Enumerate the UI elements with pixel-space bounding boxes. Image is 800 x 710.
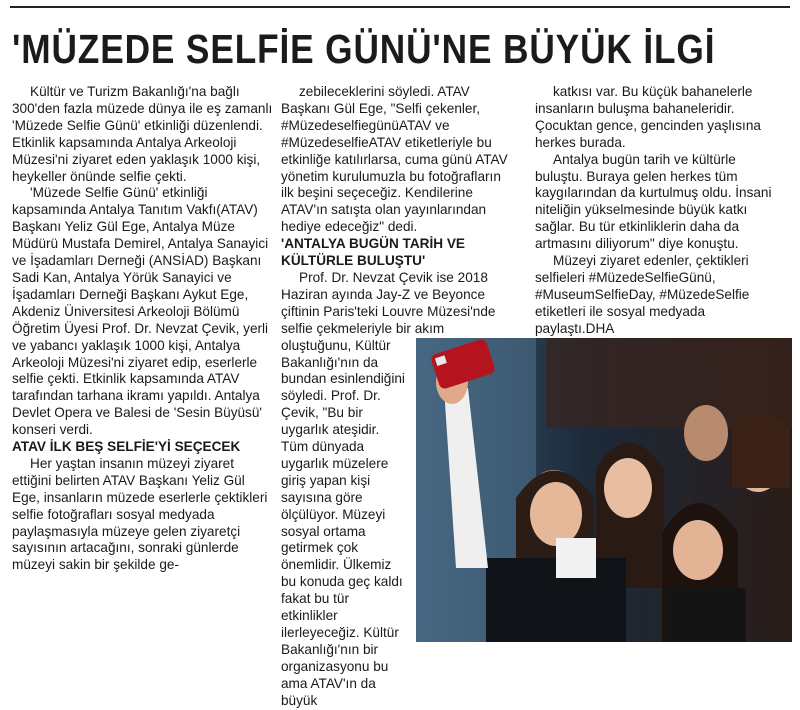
selfie-photo-illustration (416, 338, 792, 642)
col2-paragraph-1: zebileceklerini söyledi. ATAV Başkanı Gül Ege, "Selfi çekenler, #MüzedeselfiegünüATAV ve #MüzedeselfieATAV etiketleriyle bu etkinliğe katılırlarsa, cuma günü ATAV yönetim kurulumuzla bu fotoğrafların ilk beşini seçeceğiz. Kendilerine ATAV'ın satışta olan yayınlarından hediye edeceğiz" dedi. (281, 84, 508, 235)
col1-paragraph-2: 'Müzede Selfie Günü' etkinliği kapsamında Antalya Tanıtım Vakfı(ATAV) Başkanı Yeliz Gül Ege, Antalya Müze Müdürü Mustafa Demirel, Antalya Sanayici ve İşadamları Derneği (ANSİAD) Başkanı Sadi Kan, Antalya Yörük Sanayici ve İşadamları Derneği Başkanı Aykut Ege, Akdeniz Üniversitesi Arkeoloji Bölümü Öğretim Üyesi Prof. Dr. Nevzat Çevik, yerli ve yabancı yaklaşık 1000 kişi, Antalya Arkeoloji Müzesi'ni ziyaret edip, eserlerle selfie çekti. Etkinlik kapsamında ATAV tarafından tarhana ikramı yapıldı. Antalya Devlet Opera ve Balesi de 'Sesin Büyüsü' konseri verdi. (12, 185, 269, 438)
top-rule (10, 6, 790, 8)
article-headline: 'MÜZEDE SELFİE GÜNÜ'NE BÜYÜK İLGİ (12, 26, 716, 72)
column-1 (12, 84, 274, 574)
col3-paragraph-3: Müzeyi ziyaret edenler, çektikleri selfieleri #MüzedeSelfieGünü, #MuseumSelfieDay, #MüzedeSelfie etiketleri ile sosyal medyada paylaştı.DHA (535, 253, 750, 336)
selfie-photo (416, 338, 792, 642)
col1-paragraph-3: Her yaştan insanın müzeyi ziyaret ettiğini belirten ATAV Başkanı Yeliz Gül Ege, insanların müzede eserlerle çektikleri selfie fotoğrafları sosyal medyada paylaşmasıyla müzeye gelen ziyaretçi sayısının artacağını, sonraki günlerde müzeyi sakin bir şekilde ge- (12, 455, 268, 573)
col3-paragraph-2: Antalya bugün tarih ve kültürle buluştu. Buraya gelen herkes tüm kaygılarından da kurtulmuş oldu. İnsani niteliğin yükselmesinde büyük katkı sağlar. Bu tür etkinliklerin daha da artmasını diliyorum" diye konuştu. (535, 151, 772, 252)
col2-paragraph-2-part-2: Bakanlığı'nın da bundan esinlendiğini söyledi. Prof. Dr. Çevik, "Bu bir uygarlık ateşidir. Tüm dünyada uygarlık müzelere giriş yapan kişi sayısına göre ölçülüyor. Müzeyi sosyal ortama getirmek çok önemlidir. Ülkemiz bu konuda geç kaldı fakat bu tür etkinlikler ilerleyeceğiz. Kültür Bakanlığı'nın bir organizasyonu bu ama ATAV'ın da büyük (281, 354, 405, 708)
col3-paragraph-1: katkısı var. Bu küçük bahanelerle insanların buluşma bahaneleridir. Çocuktan gence, gencinden yaşlısına herkes burada. (535, 84, 761, 150)
column-3 (535, 84, 785, 338)
subheading-atav: ATAV İLK BEŞ SELFİE'Yİ SEÇECEK (12, 439, 241, 455)
col2-paragraph-2-part-1: Prof. Dr. Nevzat Çevik ise 2018 Haziran ayında Jay-Z ve Beyonce çiftinin Paris'teki Louvre Müzesi'nde selfie çekmeleriyle bir akım oluştuğunu, Kültür (281, 269, 496, 353)
subheading-antalya: 'ANTALYA BUGÜN TARİH VE KÜLTÜRLE BULUŞTU' (281, 236, 465, 269)
col1-paragraph-1: Kültür ve Turizm Bakanlığı'na bağlı 300'den fazla müzede dünya ile eş zamanlı 'Müzede Selfie Günü' etkinliği düzenlendi. Etkinlik kapsamında Antalya Arkeoloji Müzesi'ni ziyaret eden yaklaşık 1000 kişi, heykeller önünde selfie çekti. (12, 84, 273, 184)
